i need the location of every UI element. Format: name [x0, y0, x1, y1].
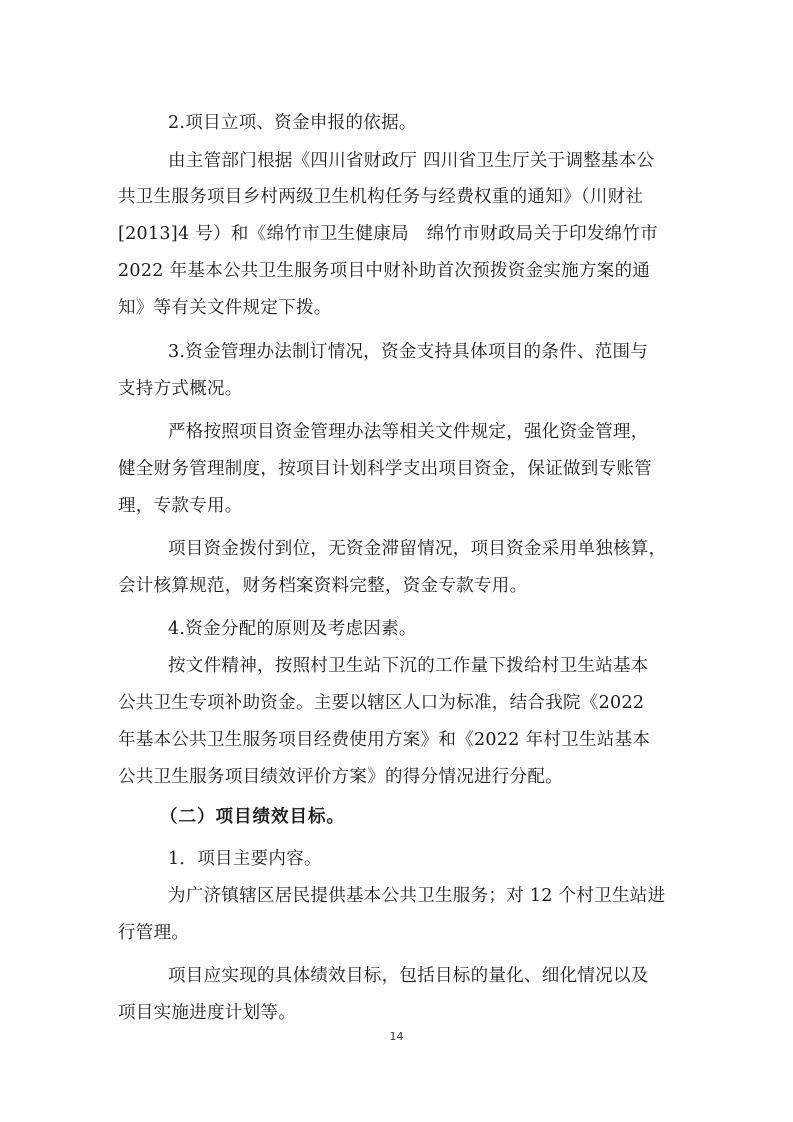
subheading-allocation: 4.资金分配的原则及考虑因素。: [168, 619, 417, 639]
paragraph-line: 共卫生服务项目乡村两级卫生机构任务与经费权重的通知》（川财社: [118, 187, 644, 207]
paragraph-line: 2022 年基本公共卫生服务项目中财补助首次预拨资金实施方案的通: [118, 261, 651, 281]
paragraph-line: [2013]4 号）和《绵竹市卫生健康局 绵竹市财政局关于印发绵竹市: [118, 224, 659, 244]
paragraph-line: 公共卫生服务项目绩效评价方案》的得分情况进行分配。: [118, 767, 563, 787]
paragraph-line: 知》等有关文件规定下拨。: [118, 298, 332, 318]
paragraph-line: 严格按照项目资金管理办法等相关文件规定，强化资金管理，: [168, 422, 649, 442]
paragraph-line: 年基本公共卫生服务项目经费使用方案》和《2022 年村卫生站基本: [118, 730, 651, 750]
page-number: 14: [389, 1030, 404, 1043]
section-heading-performance-goals: （二）项目绩效目标。: [160, 807, 345, 827]
paragraph-line: 会计核算规范，财务档案资料完整，资金专款专用。: [118, 576, 528, 596]
paragraph-line: 理，专款专用。: [118, 496, 243, 516]
paragraph-line: 行管理。: [118, 923, 190, 943]
paragraph-line: 为广济镇辖区居民提供基本公共卫生服务；对 12 个村卫生站进: [168, 886, 666, 906]
paragraph-line: 按文件精神，按照村卫生站下沉的工作量下拨给村卫生站基本: [168, 656, 649, 676]
paragraph-line: 健全财务管理制度，按项目计划科学支出项目资金，保证做到专账管: [118, 459, 652, 479]
paragraph-line: 项目资金拨付到位，无资金滞留情况，项目资金采用单独核算，: [168, 539, 667, 559]
subheading-basis: 2.项目立项、资金申报的依据。: [168, 113, 417, 133]
subheading-fund-management: 3.资金管理办法制订情况，资金支持具体项目的条件、范围与: [168, 342, 649, 362]
paragraph-line: 公共卫生专项补助资金。主要以辖区人口为标准，结合我院《2022: [118, 693, 645, 713]
paragraph-line: 由主管部门根据《四川省财政厅 四川省卫生厅关于调整基本公: [168, 151, 655, 171]
paragraph-line: 项目应实现的具体绩效目标，包括目标的量化、细化情况以及: [168, 966, 649, 986]
subheading-main-content: 1．项目主要内容。: [168, 849, 322, 869]
paragraph-line: 项目实施进度计划等。: [118, 1003, 296, 1023]
paragraph-line: 支持方式概况。: [118, 379, 243, 399]
